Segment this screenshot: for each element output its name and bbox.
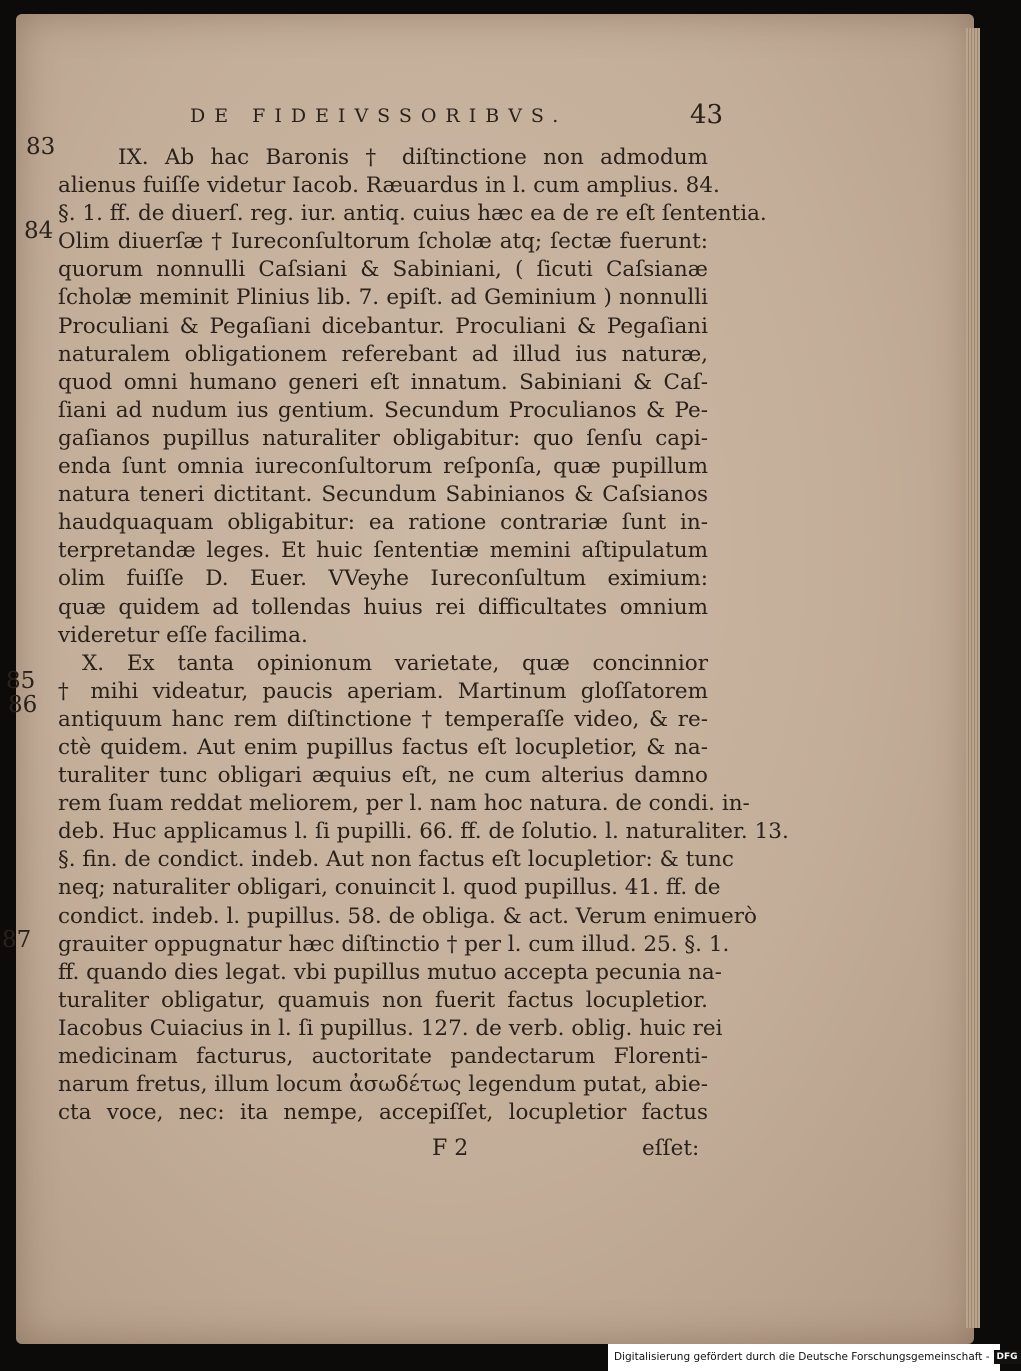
text-line: §. 1. ff. de diuerſ. reg. iur. antiq. cuius hæc ea de re eſt ſententia. xyxy=(58,201,767,227)
text-line: IX. Ab hac Baronis † diſtinctione non admodum xyxy=(118,145,708,170)
text-line: olim fuiſſe D. Euer. VVeyhe Iureconſultum eximium: xyxy=(58,566,708,592)
text-line: turaliter obligatur, quamuis non fuerit factus locupletior. xyxy=(58,987,708,1013)
footer-credit xyxy=(608,1344,1018,1371)
text-line: ctè quidem. Aut enim pupillus factus eſt locupletior, & na- xyxy=(58,734,708,760)
text-line: narum fretus, illum locum ἀσωδέτως legendum putat, abie- xyxy=(58,1072,708,1098)
text-line: † mihi videatur, paucis aperiam. Martinum gloſſatorem xyxy=(58,678,708,704)
text-line: videretur eſſe facilima. xyxy=(58,622,308,648)
text-line: medicinam facturus, auctoritate pandectarum Florenti- xyxy=(58,1044,708,1069)
text-line: gaſianos pupillus naturaliter obligabitur: quo ſenſu capi- xyxy=(58,425,708,451)
text-line: rem ſuam reddat meliorem, per l. nam hoc natura. de condi. in- xyxy=(58,791,750,817)
text-line: enda ſunt omnia iureconſultorum reſponſa, quæ pupillum xyxy=(58,454,708,480)
body-text xyxy=(58,144,789,1127)
page-number: 43 xyxy=(690,100,724,130)
text-line: turaliter tunc obligari æquius eſt, ne cum alterius damno xyxy=(58,763,708,789)
text-line: ff. quando dies legat. vbi pupillus mutuo accepta pecunia na- xyxy=(58,959,722,985)
text-line: quod omni humano generi eſt innatum. Sabiniani & Caſ- xyxy=(58,369,708,395)
text-line: Proculiani & Pegaſiani dicebantur. Proculiani & Pegaſiani xyxy=(58,313,708,339)
page-edge xyxy=(966,28,980,1328)
text-line: ſcholæ meminit Plinius lib. 7. epiſt. ad Geminium ) nonnulli xyxy=(58,285,708,311)
text-line: quorum nonnulli Caſsiani & Sabiniani, ( ſicuti Caſsianæ xyxy=(58,257,708,283)
text-line: terpretandæ leges. Et huic ſententiæ memini aſtipulatum xyxy=(58,538,708,564)
text-line: quæ quidem ad tollendas huius rei difficultates omnium xyxy=(58,594,708,620)
text-line: deb. Huc applicamus l. ſi pupilli. 66. ff. de ſolutio. l. naturaliter. 13. xyxy=(58,819,789,845)
margin-note: 87 xyxy=(2,927,32,953)
footer-credit-text: Digitalisierung gefördert durch die Deutsche Forschungsgemeinschaft - xyxy=(614,1351,990,1363)
margin-note: 84 xyxy=(24,218,54,244)
margin-note: 86 xyxy=(8,692,38,718)
text-line: §. fin. de condict. indeb. Aut non factus eſt locupletior: & tunc xyxy=(58,847,734,873)
text-line: ſiani ad nudum ius gentium. Secundum Proculianos & Pe- xyxy=(58,397,708,423)
text-line: Iacobus Cuiacius in l. ſi pupillus. 127. de verb. oblig. huic rei xyxy=(58,1015,723,1041)
catchword: eſſet: xyxy=(642,1136,700,1161)
text-line: X. Ex tanta opinionum varietate, quæ concinnior xyxy=(82,650,708,676)
text-line: natura teneri dictitant. Secundum Sabinianos & Caſsianos xyxy=(58,482,708,508)
text-line: naturalem obligationem referebant ad illud ius naturæ, xyxy=(58,341,708,367)
text-line: antiquum hanc rem diſtinctione † temperaſſe video, & re- xyxy=(58,706,708,732)
margin-note: 83 xyxy=(26,134,56,160)
text-line: condict. indeb. l. pupillus. 58. de obliga. & act. Verum enimuerò xyxy=(58,903,758,929)
text-line: cta voce, nec: ita nempe, accepiſſet, locupletior factus xyxy=(58,1100,708,1126)
text-line: haudquaquam obligabitur: ea ratione contrariæ ſunt in- xyxy=(58,510,708,536)
dfg-logo: DFG xyxy=(994,1350,1021,1364)
text-line: Olim diuerſæ † Iureconſultorum ſcholæ atq; ſectæ fuerunt: xyxy=(58,229,708,255)
signature-mark: F 2 xyxy=(432,1136,469,1161)
text-line: neq; naturaliter obligari, conuincit l. quod pupillus. 41. ff. de xyxy=(58,875,721,901)
running-head: DE FIDEIVSSORIBVS. xyxy=(190,105,568,127)
text-line: grauiter oppugnatur hæc diſtinctio † per l. cum illud. 25. §. 1. xyxy=(58,931,730,957)
margin-note: 85 xyxy=(6,668,36,694)
text-line: alienus fuiſſe videtur Iacob. Ræuardus in l. cum amplius. 84. xyxy=(58,173,720,199)
